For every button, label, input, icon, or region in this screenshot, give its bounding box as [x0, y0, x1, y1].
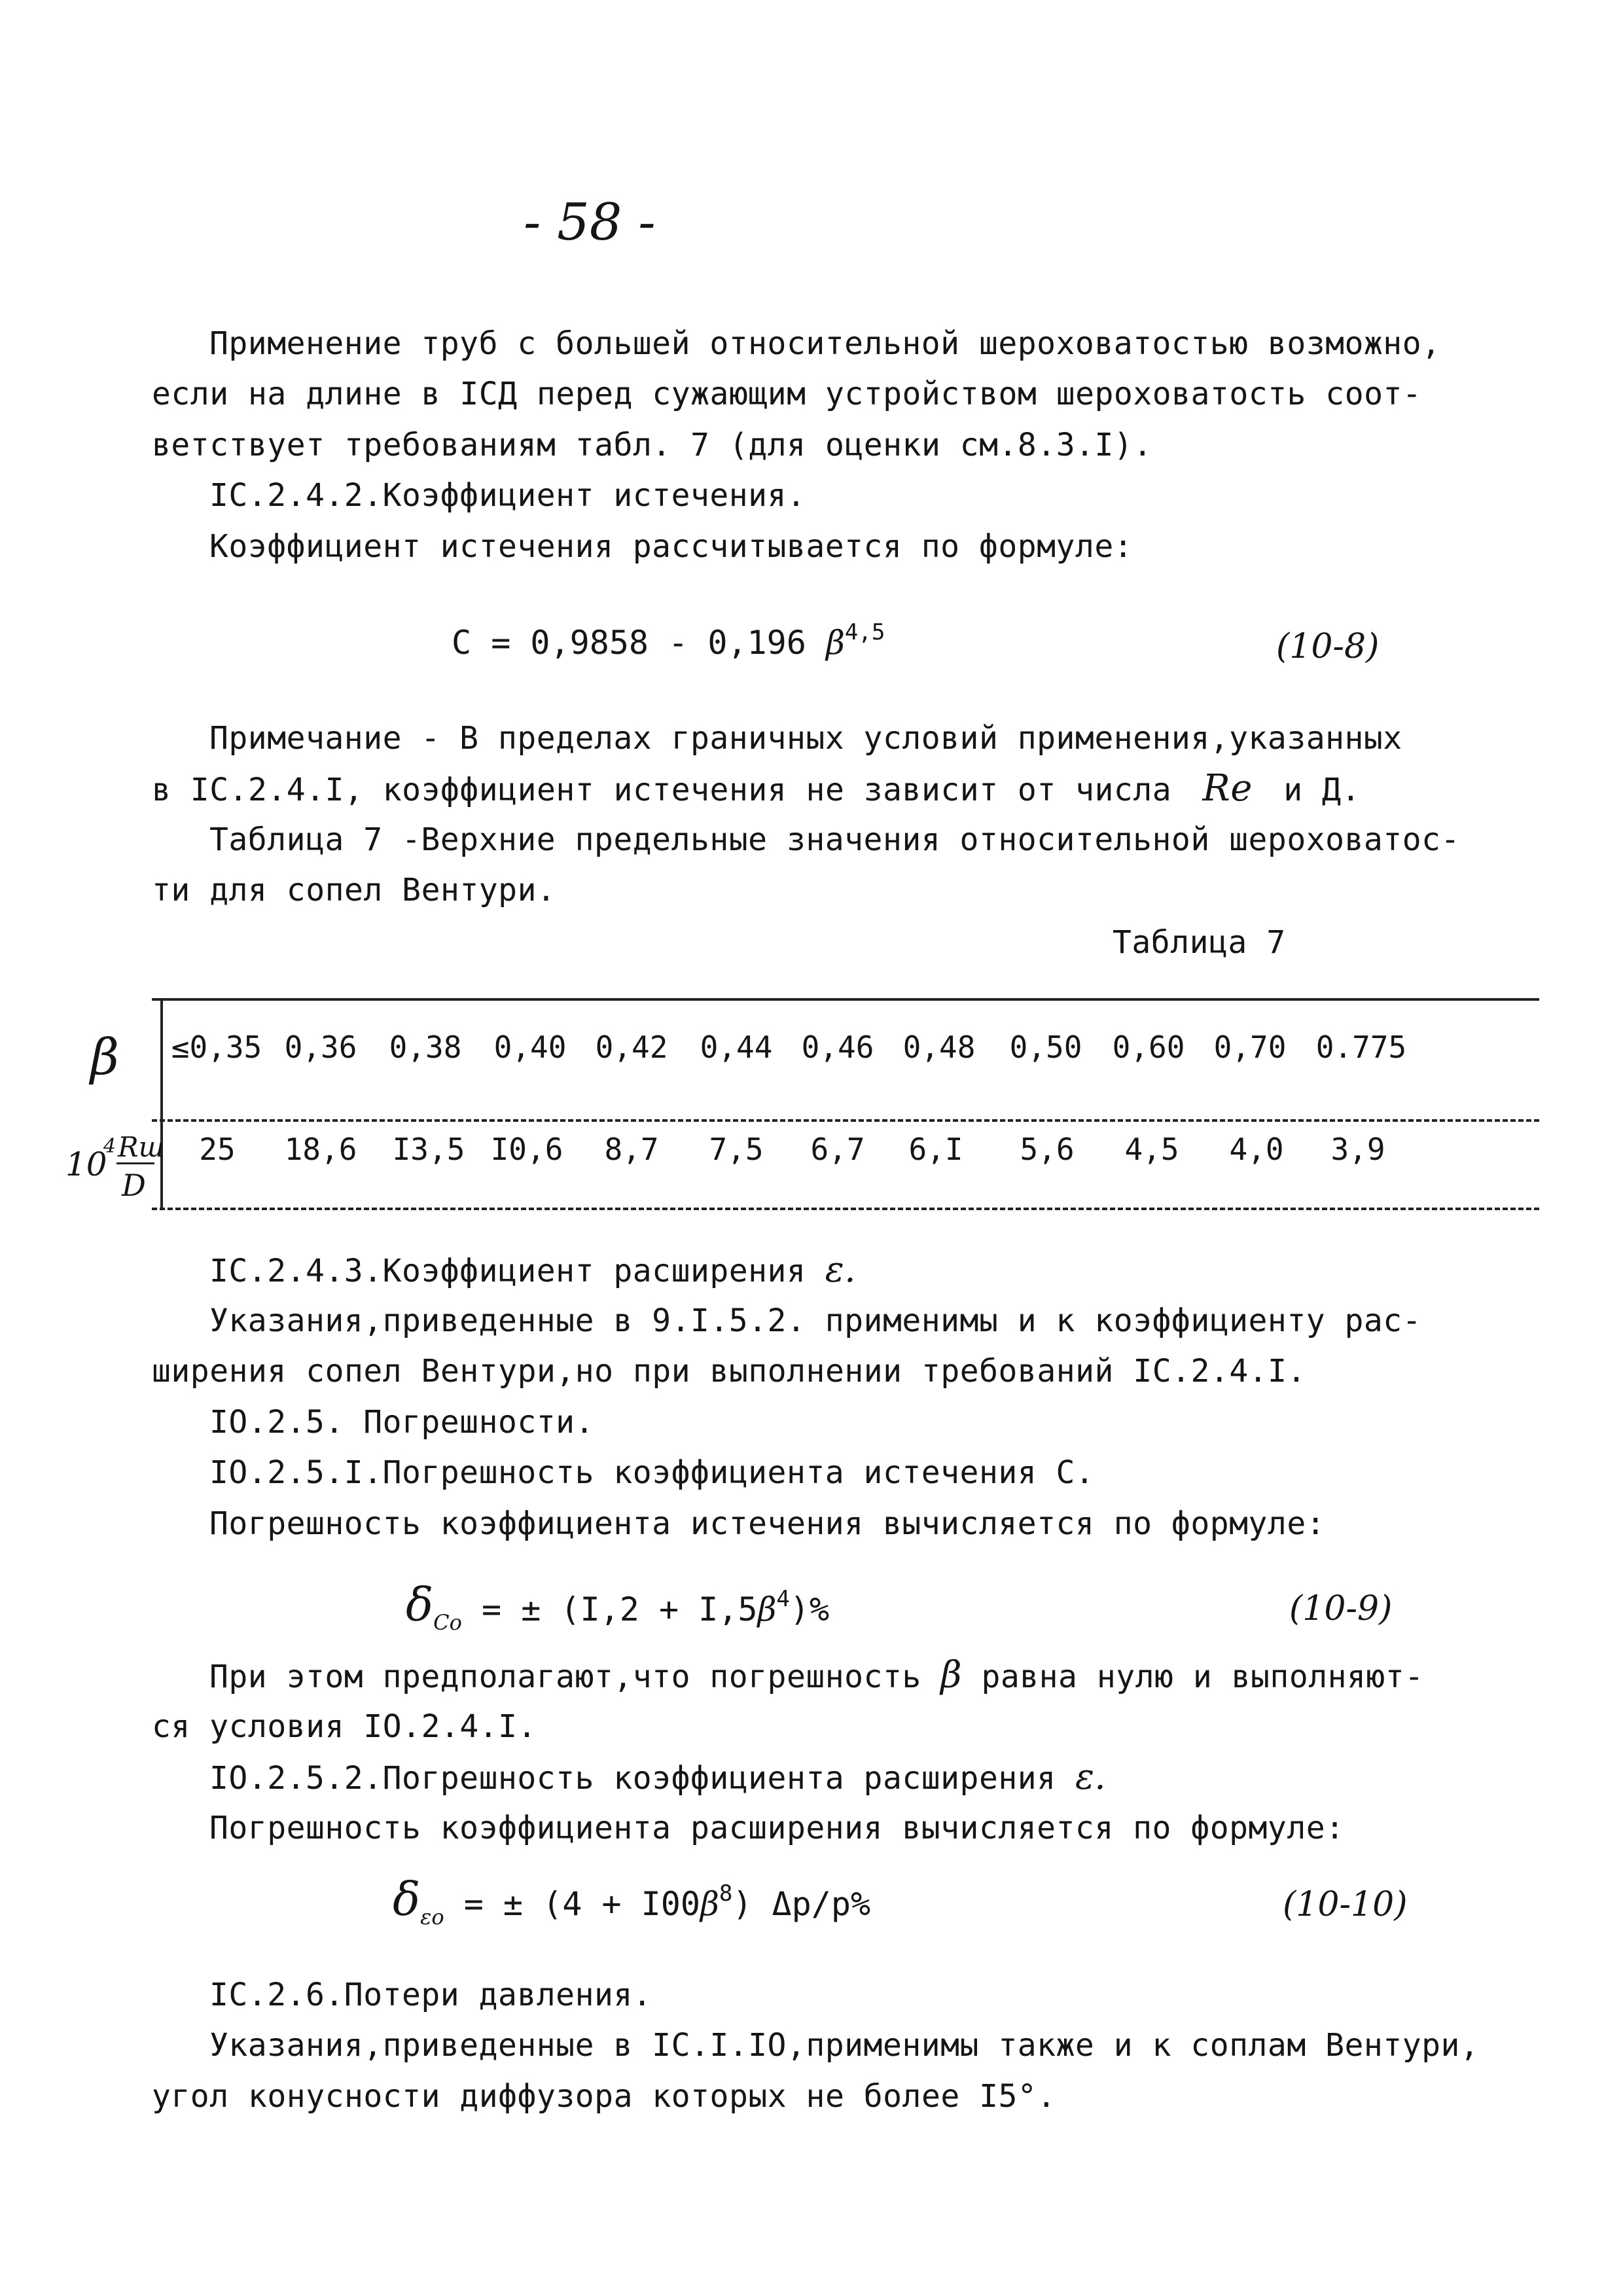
reynolds-symbol: Re: [1202, 767, 1253, 810]
roughness-cell: I0,6: [490, 1132, 563, 1167]
formula-tail: ) Δp/p%: [732, 1885, 871, 1923]
section-heading: [209, 1757, 1106, 1798]
paragraph-text-end: равна нулю и выполняют-: [981, 1659, 1424, 1695]
formula-exponent: 4: [776, 1586, 790, 1612]
beta-cell: 0,40: [493, 1030, 567, 1065]
equation-number: (10-9): [1289, 1589, 1393, 1628]
note-text: в IС.2.4.I, коэффициент истечения не зависит от числа: [152, 772, 1172, 808]
section-heading: IО.2.5.I.Погрешность коэффициента истечения С.: [209, 1454, 1095, 1491]
formula-subscript: Co: [433, 1610, 462, 1635]
heading-text: IО.2.5.2.Погрешность коэффициента расширения: [209, 1760, 1056, 1797]
beta-cell: 0,36: [284, 1030, 357, 1065]
section-heading: [209, 1250, 856, 1291]
formula-tail: )%: [789, 1590, 830, 1628]
paragraph-line: Применение труб с большей относительной шероховатостью возможно,: [209, 325, 1441, 362]
roughness-cell: 18,6: [284, 1132, 357, 1167]
page-number: - 58 -: [524, 193, 656, 252]
paragraph-line: Указания,приведенные в 9.I.5.2. применимы и к коэффициенту рас-: [209, 1302, 1422, 1339]
beta-row-label: β: [90, 1028, 119, 1086]
roughness-cell: 4,0: [1229, 1132, 1284, 1167]
roughness-cell: 6,7: [810, 1132, 865, 1167]
formula-body: = ± (I,2 + I,5: [482, 1590, 758, 1628]
formula-body: = ± (4 + I00: [463, 1885, 700, 1923]
beta-cell: 0,60: [1112, 1030, 1185, 1065]
delta-symbol: δ: [406, 1578, 434, 1632]
formula-exponent: 8: [719, 1880, 733, 1907]
label-numerator: Rш: [118, 1131, 165, 1163]
roughness-cell: 6,I: [908, 1132, 963, 1167]
section-heading: IС.2.6.Потери давления.: [209, 1977, 652, 2013]
epsilon-symbol: ε.: [1075, 1756, 1107, 1797]
paragraph-line: ветствует требованиям табл. 7 (для оценки см.8.3.I).: [152, 427, 1152, 463]
paragraph-line: угол конусности диффузора которых не более I5°.: [152, 2078, 1056, 2115]
delta-symbol: δ: [393, 1873, 421, 1926]
equation-number: (10-10): [1283, 1885, 1408, 1924]
roughness-cell: 8,7: [604, 1132, 659, 1167]
formula-10-9: [406, 1578, 830, 1635]
paragraph-line: если на длине в IСД перед сужающим устройством шероховатость соот-: [152, 376, 1422, 412]
table-left-rule: [160, 998, 163, 1209]
table-caption: ти для сопел Вентури.: [152, 872, 556, 908]
section-heading: IО.2.5. Погрешности.: [209, 1404, 594, 1441]
paragraph-line: ширения сопел Вентури,но при выполнении требований IС.2.4.I.: [152, 1353, 1306, 1390]
section-heading: IС.2.4.2.Коэффициент истечения.: [209, 477, 806, 514]
paragraph-line: Коэффициент истечения рассчитывается по формуле:: [209, 528, 1133, 565]
beta-cell: 0,48: [902, 1030, 976, 1065]
formula-exponent: 4,5: [844, 619, 885, 645]
heading-text: IС.2.4.3.Коэффициент расширения: [209, 1253, 806, 1289]
note-line: [152, 769, 1361, 810]
table-top-rule: [152, 998, 1539, 1001]
paragraph-text: При этом предполагают,что погрешность: [209, 1659, 921, 1695]
beta-cell: 0,46: [801, 1030, 874, 1065]
roughness-cell: 5,6: [1020, 1132, 1075, 1167]
label-exponent: 4: [103, 1135, 116, 1158]
table-caption: Таблица 7 -Верхние предельные значения относительной шероховатос-: [209, 821, 1460, 858]
roughness-cell: 4,5: [1124, 1132, 1179, 1167]
epsilon-symbol: ε.: [825, 1249, 856, 1290]
beta-symbol: β: [757, 1590, 777, 1628]
table-label: Таблица 7: [1113, 924, 1286, 961]
paragraph-line: Погрешность коэффициента расширения вычисляется по формуле:: [209, 1810, 1345, 1846]
beta-symbol: β: [825, 624, 845, 662]
formula-10-8: [452, 619, 885, 664]
table-bottom-rule: [152, 1208, 1539, 1210]
beta-cell: 0,38: [389, 1030, 462, 1065]
roughness-cell: 7,5: [709, 1132, 764, 1167]
beta-symbol: β: [940, 1654, 963, 1696]
beta-cell: 0,70: [1213, 1030, 1287, 1065]
paragraph-line: ся условия IО.2.4.I.: [152, 1708, 537, 1745]
paragraph-line: [209, 1656, 1424, 1696]
label-fraction-bar: [116, 1162, 154, 1164]
beta-cell: 0,44: [700, 1030, 773, 1065]
formula-subscript: εo: [420, 1905, 444, 1929]
label-factor: 10: [65, 1145, 107, 1183]
paragraph-line: Погрешность коэффициента истечения вычисляется по формуле:: [209, 1505, 1326, 1542]
formula-lhs: С = 0,9858 - 0,196: [452, 624, 806, 662]
roughness-cell: 3,9: [1330, 1132, 1385, 1167]
beta-symbol: β: [700, 1885, 719, 1923]
beta-cell: ≤0,35: [171, 1030, 262, 1065]
paragraph-line: Указания,приведенные в IС.I.IО,применимы также и к соплам Вентури,: [209, 2027, 1480, 2064]
formula-10-10: [393, 1873, 871, 1929]
note-text-end: и Д.: [1283, 772, 1361, 808]
beta-cell: 0,42: [595, 1030, 668, 1065]
equation-number: (10-8): [1276, 627, 1380, 666]
note-line: Примечание - В пределах граничных условий применения,указанных: [209, 720, 1402, 757]
roughness-cell: I3,5: [392, 1132, 465, 1167]
table-middle-rule: [152, 1119, 1539, 1122]
beta-cell: 0,50: [1009, 1030, 1082, 1065]
beta-cell: 0.775: [1315, 1030, 1407, 1065]
roughness-cell: 25: [199, 1132, 236, 1167]
label-denominator: D: [122, 1168, 146, 1203]
roughness-row-label: [65, 1126, 165, 1204]
